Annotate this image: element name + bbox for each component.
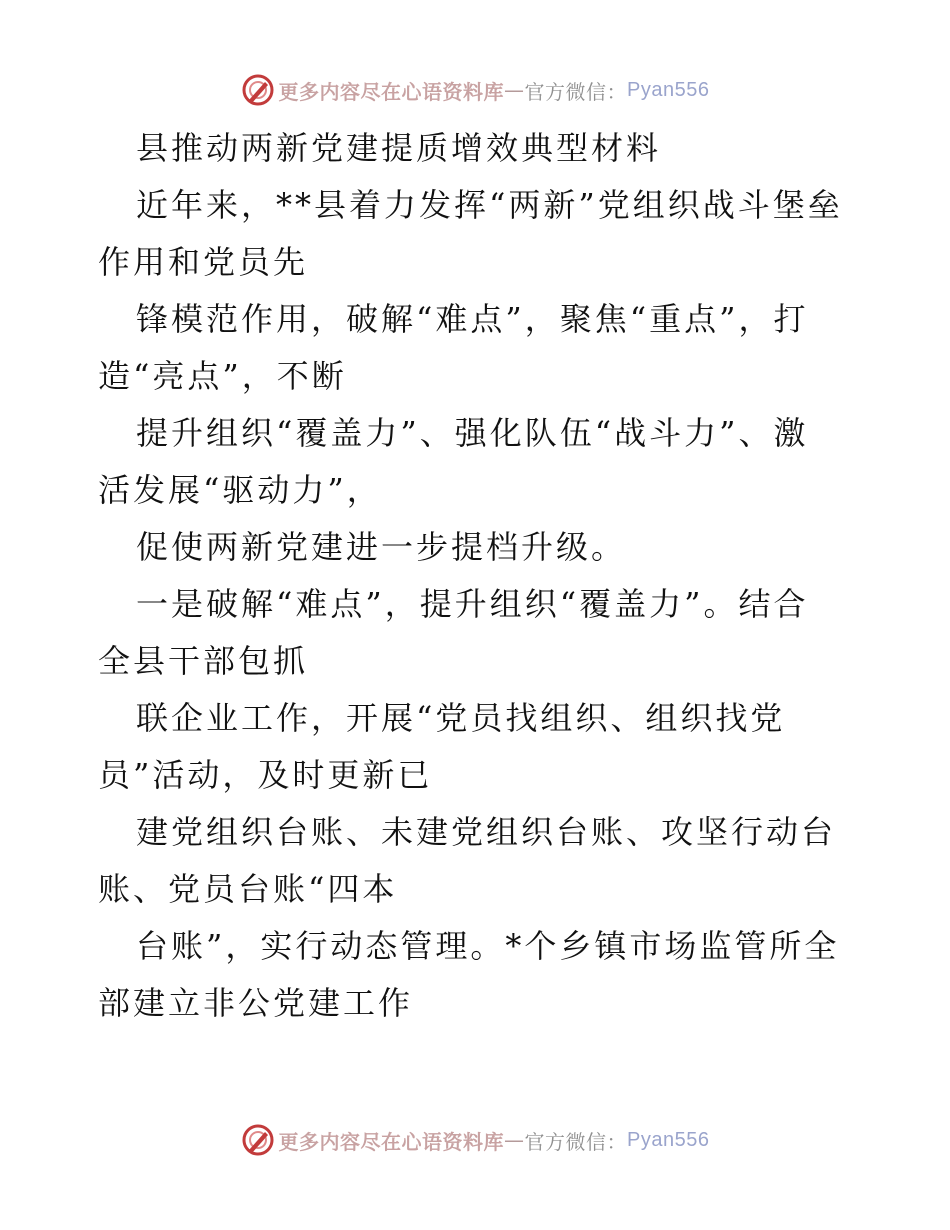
watermark-main-text: 更多内容尽在心语资料库 bbox=[278, 79, 505, 104]
paragraph-line: 锋模范作用，破解“难点”，聚焦“重点”，打 bbox=[136, 300, 809, 338]
paragraph-line: 作用和党员先 bbox=[98, 243, 309, 281]
paragraph-line: 提升组织“覆盖力”、强化队伍“战斗力”、激 bbox=[136, 414, 809, 452]
paragraph-line: 近年来，**县着力发挥“两新”党组织战斗堡垒 bbox=[136, 186, 843, 224]
paragraph-line: 一是破解“难点”，提升组织“覆盖力”。结合 bbox=[136, 585, 809, 623]
paragraph-line: 建党组织台账、未建党组织台账、攻坚行动台 bbox=[136, 813, 837, 851]
watermark-separator: — bbox=[504, 78, 525, 102]
paragraph-line: 促使两新党建进一步提档升级。 bbox=[136, 528, 627, 566]
header-watermark bbox=[0, 70, 950, 110]
watermark-id: Pyan556 bbox=[627, 1128, 710, 1151]
footer-watermark bbox=[0, 1120, 950, 1160]
paragraph-line: 账、党员台账“四本 bbox=[98, 870, 398, 908]
paragraph-line: 活发展“驱动力”， bbox=[98, 471, 382, 509]
paragraph-line: 全县干部包抓 bbox=[98, 642, 309, 680]
watermark-label: 官方微信： bbox=[524, 79, 628, 104]
watermark-main-text: 更多内容尽在心语资料库 bbox=[278, 1129, 505, 1154]
paragraph-line: 台账”，实行动态管理。*个乡镇市场监管所全 bbox=[136, 927, 840, 965]
pen-circle-logo-icon bbox=[241, 1123, 275, 1157]
paragraph-line: 部建立非公党建工作 bbox=[98, 984, 414, 1022]
watermark-id: Pyan556 bbox=[627, 78, 710, 101]
paragraph-line: 员”活动，及时更新已 bbox=[98, 756, 433, 794]
document-body bbox=[98, 120, 858, 1032]
watermark-separator: — bbox=[504, 1128, 525, 1152]
pen-circle-logo-icon bbox=[241, 73, 275, 107]
watermark-label: 官方微信： bbox=[524, 1129, 628, 1154]
paragraph-line: 造“亮点”，不断 bbox=[98, 357, 347, 395]
document-title: 县推动两新党建提质增效典型材料 bbox=[136, 129, 662, 167]
paragraph-line: 联企业工作，开展“党员找组织、组织找党 bbox=[136, 699, 786, 737]
